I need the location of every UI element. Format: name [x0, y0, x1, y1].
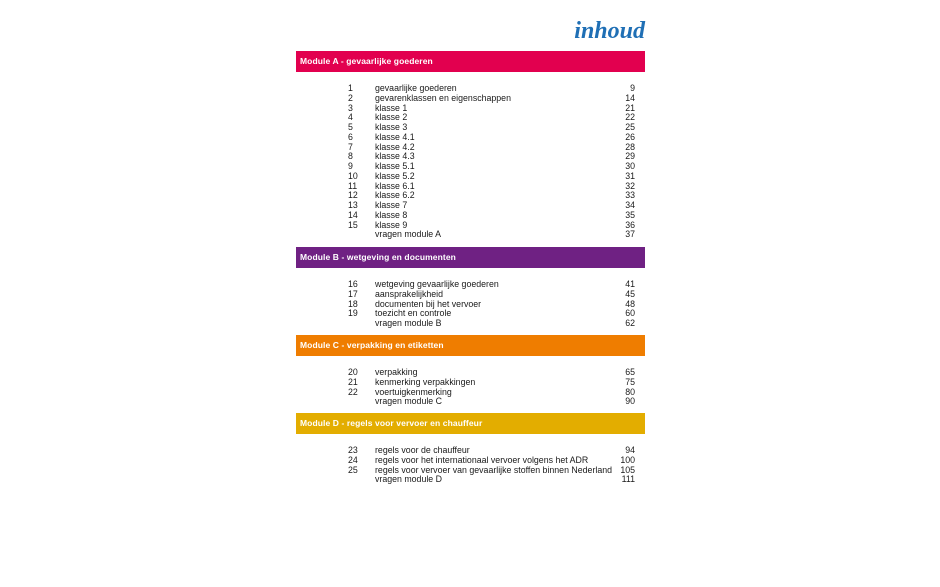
chapter-number: 13: [348, 200, 358, 210]
chapter-number: 15: [348, 219, 358, 230]
page-number: 9: [630, 83, 635, 93]
chapter-number: 6: [348, 131, 353, 142]
chapter-title: gevarenklassen en eigenschappen: [375, 92, 511, 103]
section-module-d: [296, 413, 645, 485]
chapter-title: vragen module D: [375, 474, 442, 485]
chapter-title: aansprakelijkheid: [375, 288, 443, 299]
chapter-number: 20: [348, 367, 358, 377]
section-module-c: [296, 335, 645, 407]
chapter-number: 12: [348, 190, 358, 201]
toc-entry: [296, 319, 645, 329]
chapter-number: 10: [348, 170, 358, 181]
chapter-title: vragen module C: [375, 396, 442, 407]
chapter-title: regels voor het internationaal vervoer volgens het ADR: [375, 454, 589, 465]
chapter-title: klasse 4.2: [375, 141, 415, 152]
chapter-number: 2: [348, 92, 353, 103]
chapter-number: 4: [348, 112, 353, 123]
page-number: 100: [620, 454, 635, 465]
chapter-title: klasse 3: [375, 122, 408, 132]
section-entries: [296, 368, 645, 407]
page-number: 41: [625, 279, 635, 289]
chapter-title: kenmerking verpakkingen: [375, 376, 476, 387]
toc-entry: [296, 475, 645, 485]
section-header: Module D - regels voor vervoer en chauffeur: [296, 413, 645, 434]
chapter-title: vragen module A: [375, 229, 442, 240]
page-title: inhoud: [574, 18, 645, 44]
page-number: 60: [625, 308, 635, 319]
page-number: 29: [625, 151, 635, 162]
chapter-number: 1: [348, 83, 353, 93]
chapter-number: 5: [348, 122, 353, 132]
page-number: 25: [625, 122, 635, 132]
chapter-number: 18: [348, 298, 358, 309]
page-number: 36: [625, 219, 635, 230]
chapter-number: 19: [348, 308, 358, 319]
page-number: 105: [620, 464, 635, 475]
page-number: 94: [625, 445, 635, 455]
section-header: Module B - wetgeving en documenten: [296, 247, 645, 268]
page-number: 90: [625, 396, 635, 407]
chapter-number: 11: [348, 180, 358, 191]
chapter-number: 16: [348, 279, 358, 289]
chapter-number: 3: [348, 102, 353, 113]
chapter-title: klasse 6.2: [375, 190, 415, 201]
chapter-title: klasse 5.1: [375, 161, 415, 171]
section-module-a: [296, 51, 645, 240]
chapter-number: 14: [348, 209, 358, 220]
page-number: 14: [625, 92, 635, 103]
chapter-number: 17: [348, 288, 358, 299]
chapter-number: 21: [348, 376, 358, 387]
chapter-number: 9: [348, 161, 353, 171]
chapter-number: 8: [348, 151, 353, 162]
page-number: 26: [625, 131, 635, 142]
toc-entry: [296, 466, 645, 476]
page-number: 21: [625, 102, 635, 113]
chapter-title: toezicht en controle: [375, 308, 452, 319]
chapter-title: gevaarlijke goederen: [375, 83, 457, 93]
page-number: 80: [625, 386, 635, 397]
chapter-title: documenten bij het vervoer: [375, 298, 482, 309]
chapter-title: klasse 2: [375, 112, 408, 123]
page-number: 111: [621, 474, 635, 485]
chapter-title: klasse 8: [375, 209, 408, 220]
page-number: 75: [625, 376, 635, 387]
page-number: 33: [625, 190, 635, 201]
page-number: 65: [625, 367, 635, 377]
page-number: 34: [625, 200, 635, 210]
chapter-title: regels voor de chauffeur: [375, 445, 470, 455]
chapter-title: wetgeving gevaarlijke goederen: [375, 279, 499, 289]
toc-entry: [296, 388, 645, 398]
section-module-b: [296, 247, 645, 329]
section-header: Module C - verpakking en etiketten: [296, 335, 645, 356]
chapter-title: verpakking: [375, 367, 418, 377]
toc-page: [296, 0, 645, 587]
page-number: 62: [625, 318, 635, 328]
chapter-title: voertuigkenmerking: [375, 386, 452, 397]
page-number: 48: [625, 298, 635, 309]
page-number: 32: [625, 180, 635, 191]
page-number: 35: [625, 209, 635, 220]
section-entries: [296, 84, 645, 240]
page-number: 28: [625, 141, 635, 152]
chapter-number: 25: [348, 464, 358, 475]
toc-entry: [296, 397, 645, 407]
chapter-title: regels voor vervoer van gevaarlijke stoffen binnen Nederland: [375, 464, 613, 475]
chapter-title: klasse 6.1: [375, 180, 415, 191]
toc-entry: [296, 309, 645, 319]
page-number: 30: [625, 161, 635, 171]
chapter-title: klasse 4.3: [375, 151, 415, 162]
toc-entry: [296, 230, 645, 240]
chapter-number: 24: [348, 454, 358, 465]
toc-entry: [296, 221, 645, 231]
section-entries: [296, 280, 645, 329]
chapter-number: 7: [348, 141, 353, 152]
chapter-number: 23: [348, 445, 358, 455]
chapter-title: klasse 4.1: [375, 131, 415, 142]
page-number: 22: [625, 112, 635, 123]
chapter-title: klasse 1: [375, 102, 408, 113]
section-entries: [296, 446, 645, 485]
chapter-number: 22: [348, 386, 358, 397]
page-number: 45: [625, 288, 635, 299]
chapter-title: klasse 7: [375, 200, 408, 210]
chapter-title: vragen module B: [375, 318, 442, 328]
chapter-title: klasse 5.2: [375, 170, 415, 181]
page-number: 31: [625, 170, 635, 181]
section-header: Module A - gevaarlijke goederen: [296, 51, 645, 72]
chapter-title: klasse 9: [375, 219, 408, 230]
page-number: 37: [625, 229, 635, 240]
